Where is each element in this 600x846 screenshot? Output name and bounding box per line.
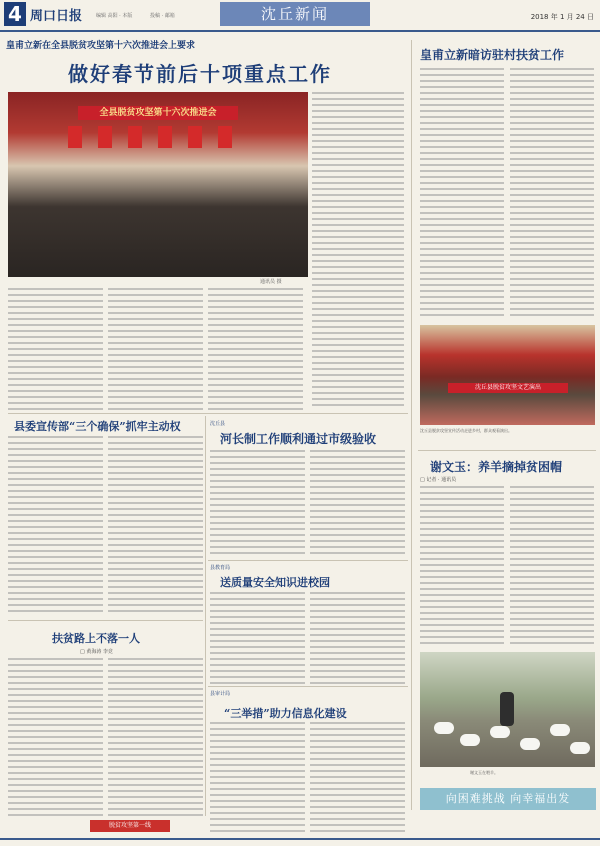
lead-photo-caption: 通讯员 摄: [260, 279, 282, 285]
right-headline: 皇甫立新暗访驻村扶贫工作: [420, 48, 565, 62]
flag: [188, 126, 202, 148]
food-safety-headline: 送质量安全知识进校园: [220, 576, 330, 589]
column-divider: [411, 40, 412, 810]
propaganda-body-col-2: [108, 436, 203, 616]
right-photo-caption: 沈丘县脱贫攻坚宣传活动走进乡村，群众观看演出。: [420, 428, 512, 433]
lead-photo: [8, 92, 308, 277]
rivers-headline: 河长制工作顺利通过市级验收: [220, 432, 377, 446]
audit-headline: “三举措”助力信息化建设: [224, 707, 347, 720]
food-body-col-1: [210, 592, 305, 684]
flag: [218, 126, 232, 148]
audit-body-col-2: [310, 722, 405, 832]
editor-line: 编辑 高阳 · 本版: [96, 13, 133, 19]
audit-body-col-1: [210, 722, 305, 832]
lead-body-col-2: [108, 288, 203, 410]
lead-body-col-3: [208, 288, 303, 410]
feature-headline: 谢文玉：养羊摘掉贫困帽: [430, 460, 563, 474]
lead-body-col-4: [312, 92, 404, 410]
goat: [434, 722, 454, 734]
propaganda-body-col-1: [8, 436, 103, 616]
rivers-kicker: 沈丘县: [210, 421, 226, 427]
food-body-col-2: [310, 592, 405, 684]
paper-name: 周口日报: [30, 9, 83, 24]
road-body-col-2: [108, 658, 203, 816]
right-photo-banner: 沈丘县脱贫攻坚文艺演出: [448, 383, 568, 393]
section-divider: [8, 620, 203, 621]
feature-byline: □ 记者 · 通讯员: [420, 477, 457, 483]
goat: [490, 726, 510, 738]
audit-kicker: 县审计局: [210, 691, 231, 697]
road-headline: 扶贫路上不落一人: [52, 632, 140, 645]
feature-body-col-1: [420, 486, 504, 646]
road-body-col-1: [8, 658, 103, 816]
lead-kicker: 皇甫立新在全县脱贫攻坚第十六次推进会上要求: [6, 41, 196, 51]
lead-headline: 做好春节前后十项重点工作: [68, 62, 332, 86]
feature-body-col-2: [510, 486, 594, 646]
rivers-body-col-1: [210, 450, 305, 558]
goat: [520, 738, 540, 750]
propaganda-headline: 县委宣传部“三个确保”抓牢主动权: [14, 420, 181, 433]
section-divider: [208, 560, 408, 561]
rivers-body-col-2: [310, 450, 405, 558]
contact-line: 投稿 · 邮箱: [150, 13, 175, 19]
road-byline: □ 黄海涛 李竞: [80, 649, 113, 655]
section-divider: [418, 450, 596, 451]
section-divider: [208, 686, 408, 687]
flag: [98, 126, 112, 148]
flag: [158, 126, 172, 148]
goat: [570, 742, 590, 754]
lead-body-col-1: [8, 288, 103, 410]
section-title: 沈丘新闻: [220, 2, 370, 26]
page-number: 4: [4, 2, 26, 26]
flag: [128, 126, 142, 148]
lead-photo-banner: 全县脱贫攻坚第十六次推进会: [78, 106, 238, 120]
slogan-banner: 向困难挑战 向幸福出发: [420, 788, 596, 810]
right-body-col-1: [420, 68, 504, 318]
goat-photo-caption: 谢文玉在喂羊。: [470, 770, 498, 775]
column-tag: 脱贫攻坚第一线: [90, 820, 170, 832]
goat-photo: [420, 652, 595, 767]
goat: [550, 724, 570, 736]
issue-date: 2018 年 1 月 24 日: [530, 13, 594, 21]
goat: [460, 734, 480, 746]
right-body-col-2: [510, 68, 594, 318]
footer-rule: [0, 838, 600, 840]
farmer-figure: [500, 692, 514, 726]
flag: [68, 126, 82, 148]
right-photo: [420, 325, 595, 425]
column-divider: [205, 416, 206, 816]
food-kicker: 县教育局: [210, 565, 231, 571]
section-divider: [8, 413, 408, 414]
